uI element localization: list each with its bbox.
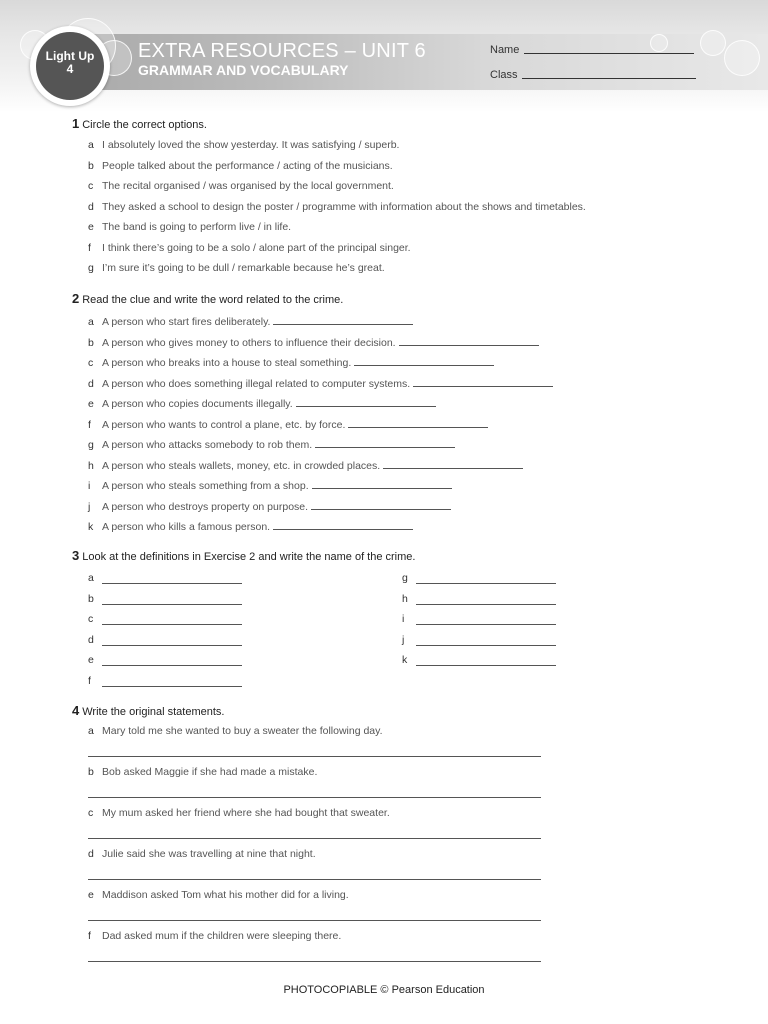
answer-blank[interactable] bbox=[102, 583, 242, 584]
item-letter: e bbox=[88, 654, 94, 666]
item-letter: f bbox=[88, 930, 91, 942]
answer-line[interactable] bbox=[88, 961, 541, 962]
decorative-bubble bbox=[700, 30, 726, 56]
exercise-2-item bbox=[88, 479, 452, 492]
item-text: I think there’s going to be a solo / alone part of the principal singer. bbox=[102, 241, 411, 254]
item-text: They asked a school to design the poster / programme with information about the shows and timetables. bbox=[102, 200, 586, 213]
exercise-1-item bbox=[88, 221, 291, 233]
item-letter: f bbox=[88, 674, 91, 687]
item-letter: b bbox=[88, 159, 94, 172]
exercise-4-heading bbox=[72, 703, 224, 718]
item-text: A person who steals wallets, money, etc. in crowded places. bbox=[102, 459, 381, 472]
item-letter: a bbox=[88, 316, 94, 328]
answer-blank[interactable] bbox=[399, 336, 539, 346]
item-letter: e bbox=[88, 889, 94, 901]
exercise-2-item bbox=[88, 397, 436, 410]
item-letter: a bbox=[88, 139, 94, 151]
item-text: A person who breaks into a house to steal something. bbox=[102, 357, 352, 369]
exercise-1-item bbox=[88, 180, 394, 192]
item-letter: k bbox=[88, 521, 94, 533]
exercise-3-item bbox=[402, 613, 404, 625]
item-letter: c bbox=[88, 180, 94, 192]
item-text: A person who does something illegal related to computer systems. bbox=[102, 377, 411, 390]
footer-copyright: PHOTOCOPIABLE © Pearson Education bbox=[283, 984, 485, 996]
answer-blank[interactable] bbox=[102, 624, 242, 625]
answer-blank[interactable] bbox=[413, 377, 553, 387]
item-text: My mum asked her friend where she had bought that sweater. bbox=[102, 807, 390, 819]
answer-blank[interactable] bbox=[311, 500, 451, 510]
item-text: A person who kills a famous person. bbox=[102, 521, 271, 533]
exercise-2-heading bbox=[72, 291, 343, 306]
exercise-2-item bbox=[88, 438, 455, 451]
exercise-4-item bbox=[88, 889, 349, 901]
exercise-4-item bbox=[88, 725, 383, 737]
exercise-2-item bbox=[88, 356, 494, 369]
exercise-1-item bbox=[88, 160, 393, 172]
item-text: A person who destroys property on purpose. bbox=[102, 500, 309, 513]
page-subtitle: GRAMMAR AND VOCABULARY bbox=[138, 62, 349, 78]
answer-blank[interactable] bbox=[383, 459, 523, 469]
item-text: Mary told me she wanted to buy a sweater the following day. bbox=[102, 725, 383, 737]
item-text: Maddison asked Tom what his mother did for a living. bbox=[102, 889, 349, 901]
exercise-number: 3 bbox=[72, 548, 80, 563]
answer-blank[interactable] bbox=[416, 665, 556, 666]
item-text: A person who copies documents illegally. bbox=[102, 398, 293, 410]
item-letter: g bbox=[402, 572, 408, 584]
item-letter: a bbox=[88, 572, 94, 584]
answer-line[interactable] bbox=[88, 920, 541, 921]
answer-blank[interactable] bbox=[102, 665, 242, 666]
item-text: People talked about the performance / acting of the musicians. bbox=[102, 159, 393, 172]
exercise-3-item bbox=[88, 634, 94, 646]
answer-line[interactable] bbox=[88, 879, 541, 880]
exercise-3-item bbox=[88, 572, 94, 584]
exercise-3-item bbox=[88, 654, 94, 666]
exercise-instruction: Read the clue and write the word related to the crime. bbox=[82, 294, 344, 306]
item-letter: e bbox=[88, 398, 94, 410]
item-text: A person who wants to control a plane, etc. by force. bbox=[102, 418, 346, 431]
item-text: I absolutely loved the show yesterday. It was satisfying / superb. bbox=[102, 139, 400, 151]
answer-blank[interactable] bbox=[102, 686, 242, 687]
exercise-1-heading bbox=[72, 116, 207, 131]
answer-line[interactable] bbox=[88, 756, 541, 757]
item-letter: h bbox=[402, 592, 408, 605]
exercise-3-item bbox=[402, 654, 407, 666]
exercise-4-item bbox=[88, 848, 316, 860]
decorative-bubble bbox=[724, 40, 760, 76]
exercise-3-item bbox=[402, 634, 404, 646]
exercise-1-item bbox=[88, 139, 399, 151]
exercise-4-item bbox=[88, 930, 341, 942]
exercise-3-heading bbox=[72, 548, 415, 563]
item-text: The recital organised / was organised by the local government. bbox=[102, 180, 394, 192]
exercise-4-item bbox=[88, 766, 317, 778]
item-letter: j bbox=[402, 633, 405, 646]
answer-blank[interactable] bbox=[102, 645, 242, 646]
answer-blank[interactable] bbox=[273, 520, 413, 530]
answer-blank[interactable] bbox=[273, 315, 413, 325]
exercise-2-item bbox=[88, 418, 488, 431]
item-text: Dad asked mum if the children were sleeping there. bbox=[102, 930, 342, 942]
answer-blank[interactable] bbox=[315, 438, 455, 448]
answer-blank[interactable] bbox=[348, 418, 488, 428]
logo-badge-inner bbox=[36, 32, 104, 100]
name-label: Name bbox=[490, 44, 520, 56]
item-letter: i bbox=[88, 480, 91, 492]
item-letter: k bbox=[402, 654, 408, 666]
exercise-2-item bbox=[88, 500, 451, 513]
item-letter: c bbox=[88, 807, 94, 819]
answer-blank[interactable] bbox=[354, 356, 494, 366]
item-text: Bob asked Maggie if she had made a mistake. bbox=[102, 766, 318, 778]
exercise-3-item bbox=[88, 675, 91, 687]
exercise-4-item bbox=[88, 807, 390, 819]
exercise-3-item bbox=[402, 593, 408, 605]
item-letter: f bbox=[88, 418, 91, 431]
class-label: Class bbox=[490, 69, 518, 81]
exercise-number: 4 bbox=[72, 703, 80, 718]
item-letter: d bbox=[88, 200, 94, 213]
item-text: A person who attacks somebody to rob them. bbox=[102, 439, 313, 451]
exercise-2-item bbox=[88, 377, 553, 390]
answer-blank[interactable] bbox=[416, 583, 556, 584]
answer-blank[interactable] bbox=[296, 397, 436, 407]
item-letter: b bbox=[88, 592, 94, 605]
answer-blank[interactable] bbox=[416, 604, 556, 605]
exercise-instruction: Circle the correct options. bbox=[82, 119, 207, 131]
item-letter: c bbox=[88, 613, 94, 625]
exercise-1-item bbox=[88, 242, 411, 254]
item-letter: h bbox=[88, 459, 94, 472]
item-letter: g bbox=[88, 439, 94, 451]
item-text: I’m sure it’s going to be dull / remarkable because he’s great. bbox=[102, 262, 385, 274]
exercise-3-item bbox=[88, 613, 93, 625]
answer-line[interactable] bbox=[88, 838, 541, 839]
item-letter: c bbox=[88, 357, 94, 369]
answer-blank[interactable] bbox=[102, 604, 242, 605]
item-letter: e bbox=[88, 221, 94, 233]
exercise-instruction: Write the original statements. bbox=[82, 706, 225, 718]
answer-line[interactable] bbox=[88, 797, 541, 798]
class-field[interactable] bbox=[522, 78, 696, 79]
logo-number: 4 bbox=[66, 62, 74, 76]
exercise-2-item bbox=[88, 520, 413, 533]
item-letter: d bbox=[88, 633, 94, 646]
item-text: A person who start fires deliberately. bbox=[102, 316, 271, 328]
item-letter: d bbox=[88, 848, 94, 860]
answer-blank[interactable] bbox=[416, 624, 556, 625]
item-letter: b bbox=[88, 336, 94, 349]
answer-blank[interactable] bbox=[416, 645, 556, 646]
exercise-2-item bbox=[88, 336, 539, 349]
item-letter: b bbox=[88, 766, 94, 778]
name-field[interactable] bbox=[524, 53, 694, 54]
item-text: A person who steals something from a shop. bbox=[102, 480, 309, 492]
exercise-3-item bbox=[88, 593, 94, 605]
exercise-2-item bbox=[88, 315, 413, 328]
item-text: Julie said she was travelling at nine that night. bbox=[102, 848, 316, 860]
exercise-3-item bbox=[402, 572, 408, 584]
item-letter: j bbox=[88, 500, 91, 513]
item-letter: i bbox=[402, 613, 405, 625]
exercise-1-item bbox=[88, 201, 586, 213]
item-letter: g bbox=[88, 262, 94, 274]
exercise-instruction: Look at the definitions in Exercise 2 and write the name of the crime. bbox=[82, 551, 416, 563]
exercise-number: 2 bbox=[72, 291, 80, 306]
item-text: The band is going to perform live / in life. bbox=[102, 221, 292, 233]
exercise-number: 1 bbox=[72, 116, 80, 131]
exercise-1-item bbox=[88, 262, 385, 274]
item-text: A person who gives money to others to influence their decision. bbox=[102, 336, 396, 349]
logo-title: Light Up bbox=[45, 49, 95, 63]
item-letter: f bbox=[88, 241, 91, 254]
exercise-2-item bbox=[88, 459, 523, 472]
answer-blank[interactable] bbox=[312, 479, 452, 489]
page-title: EXTRA RESOURCES – UNIT 6 bbox=[138, 40, 426, 62]
item-letter: a bbox=[88, 725, 94, 737]
item-letter: d bbox=[88, 377, 94, 390]
decorative-bubble bbox=[650, 34, 668, 52]
